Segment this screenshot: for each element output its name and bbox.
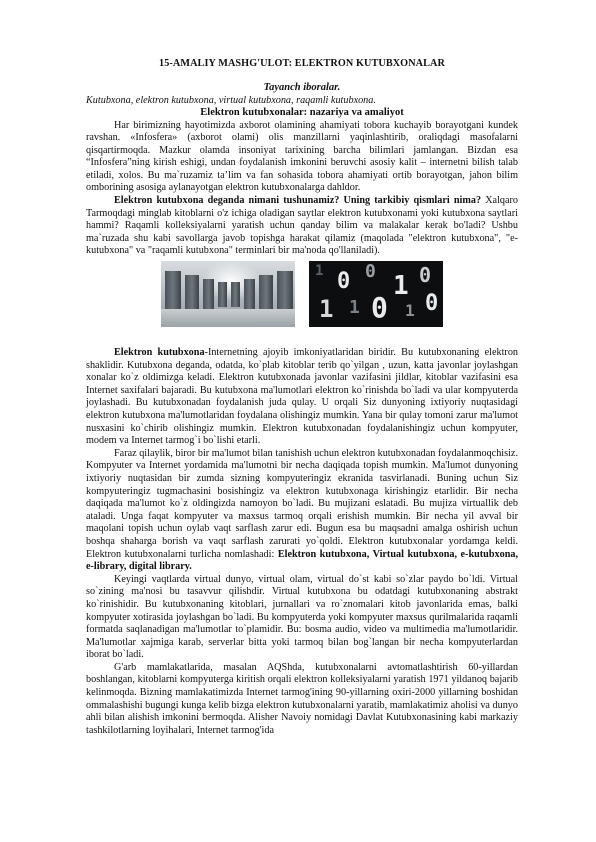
binary-code-image (309, 261, 443, 327)
paragraph-questions-text: Xalqaro Tarmoqdagi minglab kitoblarni o'z ichiga oladigan saytlar elektron kutubxonami yoki kutubxona saytlari hammi? Raqamli kolleksiyalarni yaratish uchun qanday bilim va malakalar kerak bo'ladi? Ushbu ma`ruzada shu kabi savollarga javob topishga harakat qilamiz (maqolada "elektron kutubxona", "e-kutubxona" va "raqamli kutubxona" terminlari bir ma'noda qo'llaniladi). (86, 195, 519, 257)
binary-digit: 0 (425, 291, 439, 317)
binary-digit: 1 (319, 295, 334, 324)
paragraph-example-bold: Elektron kutubxona, Virtual kutubxona, e-kutubxona, e-library, digital library. (86, 548, 519, 573)
binary-digit: 1 (315, 263, 324, 280)
paragraph-questions (86, 195, 518, 258)
paragraph-intro-text: Har birimizning hayotimizda axborot olamining ahamiyati tobora kuchayib borayotgani kundek ravshan. «Infosfera» (axborot olami) olis manzillarni yaqinlashtirib, oraliqdagi masofalarni qisqartirmoqda. Mazkur olamda insoniyat tarixining barcha bilimlari jamlangan. Bizdan esa “Infosfera”ning kirish eshigi, undan foydalanish imkonini beruvchi asosiy kalit – internetni bilish talab etiladi, xolos. Bu ma`ruzamiz ta’lim va fan sohasida tobora ahamiyati ortib borayotgan, jahon bilim omborining asosiga aylanayotgan elektron kutubxonalarga dahldor. (86, 119, 518, 194)
paragraph-definition-bold: Elektron kutubxona (114, 347, 205, 359)
paragraph-history (86, 662, 518, 738)
section-heading: Elektron kutubxonalar: nazariya va amaliyot (200, 107, 404, 118)
paragraph-definition (86, 347, 518, 448)
document-page (86, 58, 518, 737)
binary-digit: 0 (365, 261, 376, 283)
key-terms: Kutubxona, elektron kutubxona, virtual kutubxona, raqamli kutubxona. (86, 94, 376, 106)
library-photo (161, 261, 295, 327)
illustrations (86, 261, 518, 327)
binary-digit: 0 (337, 269, 351, 295)
paragraph-history-text: G'arb mamlakatlarida, masalan AQShda, kutubxonalarni avtomatlashtirish 60-yillardan boshlangan, kitoblarni kompyuterga kiritish orqali elektron kolleksiyalarni yaratish 1971 yildanoq bajarib kelinmoqda. Bizning mamlakatimizda Internet tarmog'ining 90-yillarning oxiri-2000 yillarning boshidan ommalashishi bugungi kunga kelib bizga elektron kutubxonalarni yaratib, mamlakatimiz aholisi va dunyo ahli bilan alishish imkonini bermoqda. Alisher Navoiy nomidagi Davlat Kutubxonasining kabi markaziy tashkilotlarning loyihalari, Internet tarmog'ida (86, 661, 518, 736)
paragraph-example-text: Faraz qilaylik, biror bir ma'lumot bilan tanishish uchun elektron kutubxonadan foydalanmoqchisiz. Kompyuter va Internet yordamida ma'lumotni bir necha daqiqada topish mumkin. Ma'lumot dunyoning ixtiyoriy nuqtasidan bir zumda sizning kompyuteringiz ekranida tasvirlanadi. Buning uchun Siz kompyuteringiz tugmachasini bosishingiz va elektron kutubxonaga kirishingiz etarlidir. Bir necha daqiqada ma'lumot ko`z oldingizda namoyon bo`ladi. Bu mujizani eslatadi. Bu mujiza virtuallik deb ataladi. Unga faqat kompyuter va maxsus tarmoq orqali erishish mumkin. Bir necha yil avval bir maqolani topish uchun oylab vaqt sarflash zarur edi. Bugun esa bu maqsadni amalga oshirish uchun boshqa shaharga borish va vaqt sarflash zarurati yo`qoldi. Elektron kutubxonalar yordamga keldi. Elektron kutubxonalarni turlicha nomlashadi: (86, 447, 518, 560)
binary-digit: 0 (371, 291, 388, 325)
binary-digit: 1 (393, 271, 409, 302)
key-terms-heading: Tayanch iboralar. (263, 82, 341, 93)
paragraph-intro (86, 120, 518, 196)
page-title: 15-AMALIY MASHG'ULOT: ELEKTRON KUTUBXONALAR (159, 58, 445, 69)
binary-digit: 1 (349, 297, 360, 319)
binary-digit: 1 (405, 301, 415, 321)
paragraph-questions-bold: Elektron kutubxona deganda nimani tushunamiz? Uning tarkibiy qismlari nima? (114, 195, 482, 207)
binary-digit: 0 (419, 263, 432, 288)
paragraph-virtual-text: Keyingi vaqtlarda virtual dunyo, virtual olam, virtual do`st kabi so`zlar paydo bo`ldi. Virtual so`zining ma'nosi bu tasavvur qilishdir. Virtual kutubxona bu odatdagi kutubxonaning abstrakt ko`rinishidir. Bu kutubxonaning kitoblari, jurnallari va ro`znomalari kitob javonlarida emas, balki kompyuter xotirasida joylashgan bo`ladi. Bu kompyuterda yoki kompyuter maxsus qurilmalarida raqamli formatda saqlanadigan ma'lumotlar to`plamidir. Bu: bosma audio, video va multimedia ma'lumotlaridir. Ma'lumotlar xajmiga karab, serverlar bitta yoki tarmoq bilan bog`langan bir necha kompyuterlardan iborat bo`ladi. (86, 573, 518, 661)
paragraph-virtual (86, 574, 518, 662)
paragraph-example (86, 448, 518, 574)
paragraph-definition-text: -Internetning ajoyib imkoniyatlaridan biridir. Bu kutubxonaning elektron shaklidir. Kutubxona deganda, odatda, ko`plab kitoblar terib qo`yilgan , uzun, katta javonlar joylashgan xonalar ko`z oldimizga keladi. Elektron kutubxonada javonlar vazifasini jildlar, kitoblar vazifasini esa Internet saxifalari bajaradi. Bu kutubxona ma'lumotlari elektron ko`rinishda bo`ladi va ular kompyuterda joylashadi. Bu kutubxonadan foydalanish juda qulay. U orqali Siz dunyoning ixtiyoriy nuqtasidagi elektron kutubxona ma'lumotlaridan foydalana olishingiz mumkin. Yana bir qulay tomoni zarur ma'lumot nusxasini ko`chirib olishingiz mumkin. Elektron kutubxonadan foydalanishingiz uchun kompyuter, modem va Internet tarmog`i bo`lishi etarli. (86, 347, 519, 447)
